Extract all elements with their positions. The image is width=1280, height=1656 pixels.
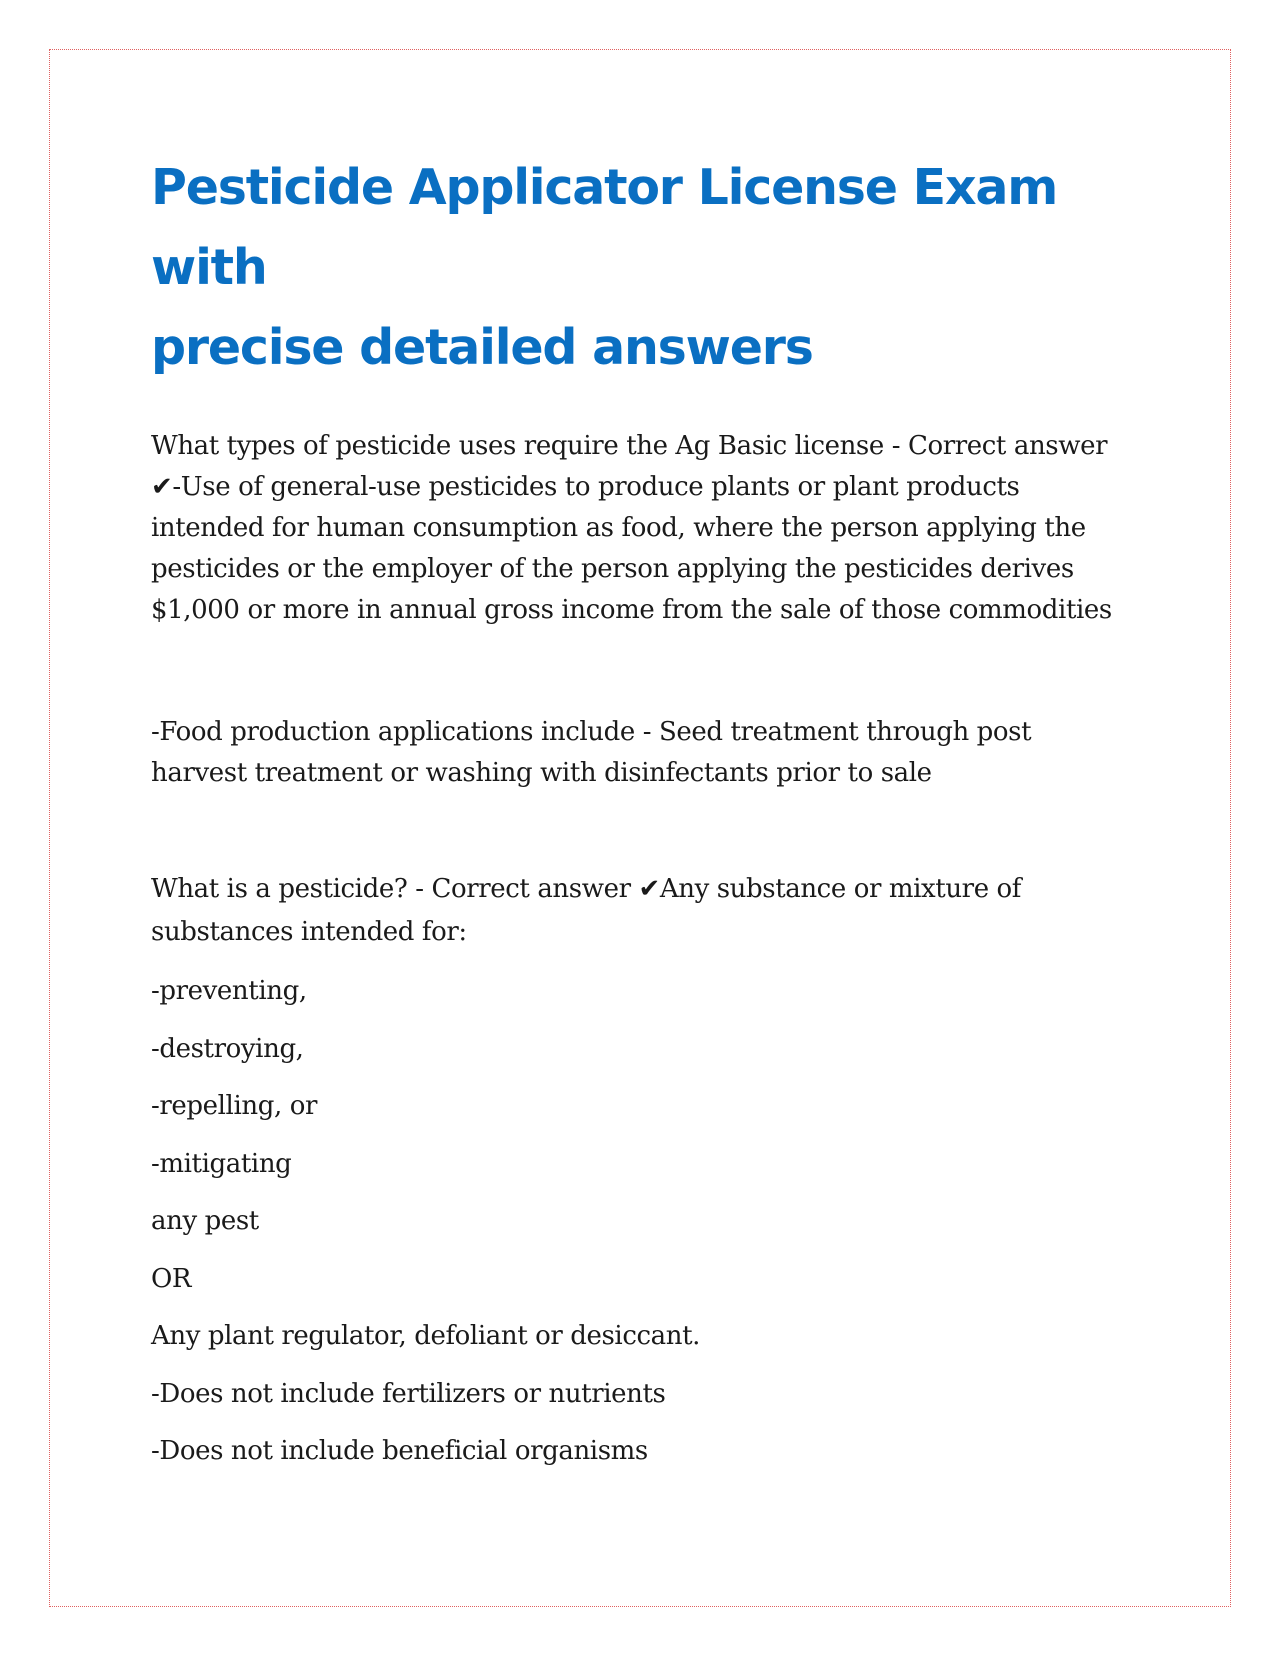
list-item: -preventing, [151, 976, 307, 1006]
list-item: Any plant regulator, defoliant or desiccant. [151, 1321, 701, 1351]
title-line: precise detailed answers [151, 319, 813, 376]
list-item: -mitigating [151, 1148, 292, 1179]
text-line: What is a pesticide? - Correct answer ✔Any substance or mixture of [151, 874, 1022, 904]
pesticide-definition-list [151, 963, 700, 1481]
list-item: -repelling, or [151, 1091, 317, 1121]
list-item: any pest [151, 1206, 259, 1236]
list-item: -Does not include beneficial organisms [151, 1436, 648, 1466]
list-item: -Does not include fertilizers or nutrients [151, 1378, 666, 1409]
text-line: substances intended for: [151, 917, 467, 947]
text-line: What types of pesticide uses require the Ag Basic license - Correct answer [151, 431, 1108, 461]
title-line: Pesticide Applicator License Exam with [151, 159, 1058, 296]
text-line: harvest treatment or washing with disinfectants prior to sale [151, 758, 932, 788]
list-item: OR [151, 1263, 192, 1294]
text-line: -Food production applications include - Seed treatment through post [151, 717, 1032, 747]
question-answer-1 [151, 426, 1112, 631]
text-line: $1,000 or more in annual gross income from the sale of those commodities [151, 595, 1112, 625]
document-title [151, 148, 1151, 388]
question-answer-2 [151, 712, 1031, 794]
text-line: intended for human consumption as food, where the person applying the [151, 513, 1086, 543]
text-line: pesticides or the employer of the person applying the pesticides derives [151, 554, 1074, 584]
text-line: ✔-Use of general-use pesticides to produce plants or plant products [151, 472, 1020, 502]
list-item: -destroying, [151, 1033, 304, 1064]
question-answer-3 [151, 868, 1021, 954]
